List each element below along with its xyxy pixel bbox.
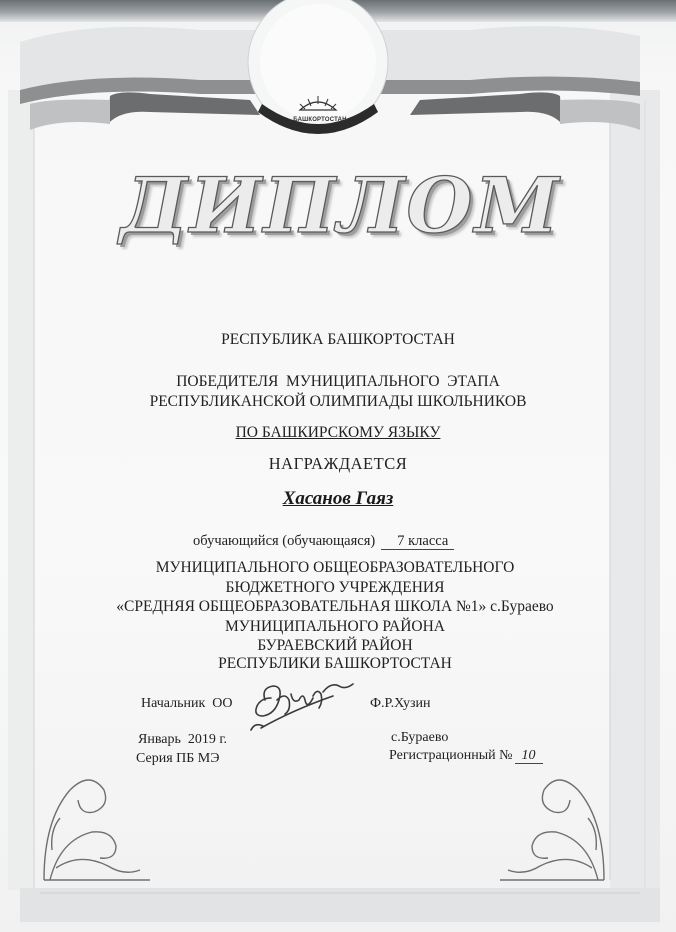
series: Серия ПБ МЭ [136, 751, 220, 766]
school-line-5: БУРАЕВСКИЙ РАЙОН [257, 637, 413, 654]
winner-line-2: РЕСПУБЛИКАНСКОЙ ОЛИМПИАДЫ ШКОЛЬНИКОВ [149, 393, 527, 410]
bashkortostan-emblem-icon [248, 0, 388, 134]
emblem-caption: БАШКОРТОСТАН [293, 117, 347, 123]
school-line-3: «СРЕДНЯЯ ОБЩЕОБРАЗОВАТЕЛЬНАЯ ШКОЛА №1» с.Бураево [116, 598, 554, 615]
country-line: РЕСПУБЛИКА БАШКОРТОСТАН [221, 331, 455, 348]
registration-label: Регистрационный № [389, 748, 513, 763]
recipient-name: Хасанов Гаяз [282, 488, 394, 509]
issue-date: Январь 2019 г. [138, 732, 228, 747]
grade-value: 7 класса [381, 534, 454, 550]
school-line-1: МУНИЦИПАЛЬНОГО ОБЩЕОБРАЗОВАТЕЛЬНОГО [155, 559, 515, 576]
corner-ornament-left-icon [44, 780, 150, 880]
subject-line: ПО БАШКИРСКОМУ ЯЗЫКУ [235, 424, 441, 441]
school-line-4: МУНИЦИПАЛЬНОГО РАЙОНА [225, 618, 445, 635]
student-label: обучающийся (обучающаяся) [193, 533, 376, 549]
awarded-line: НАГРАЖДАЕТСЯ [268, 454, 408, 473]
registration-line [389, 749, 543, 764]
head-name: Ф.Р.Хузин [370, 696, 431, 711]
issue-place: с.Бураево [391, 730, 449, 745]
winner-line-1: ПОБЕДИТЕЛЯ МУНИЦИПАЛЬНОГО ЭТАПА [176, 373, 500, 390]
corner-ornament-right-icon [500, 780, 604, 880]
school-line-2: БЮДЖЕТНОГО УЧРЕЖДЕНИЯ [225, 579, 445, 596]
head-label: Начальник ОО [141, 696, 233, 711]
signature-icon [243, 670, 363, 740]
student-line [193, 533, 454, 550]
registration-number: 10 [515, 749, 543, 764]
diploma-title: ДИПЛОМ [120, 161, 561, 250]
school-line-6: РЕСПУБЛИКИ БАШКОРТОСТАН [218, 655, 452, 672]
